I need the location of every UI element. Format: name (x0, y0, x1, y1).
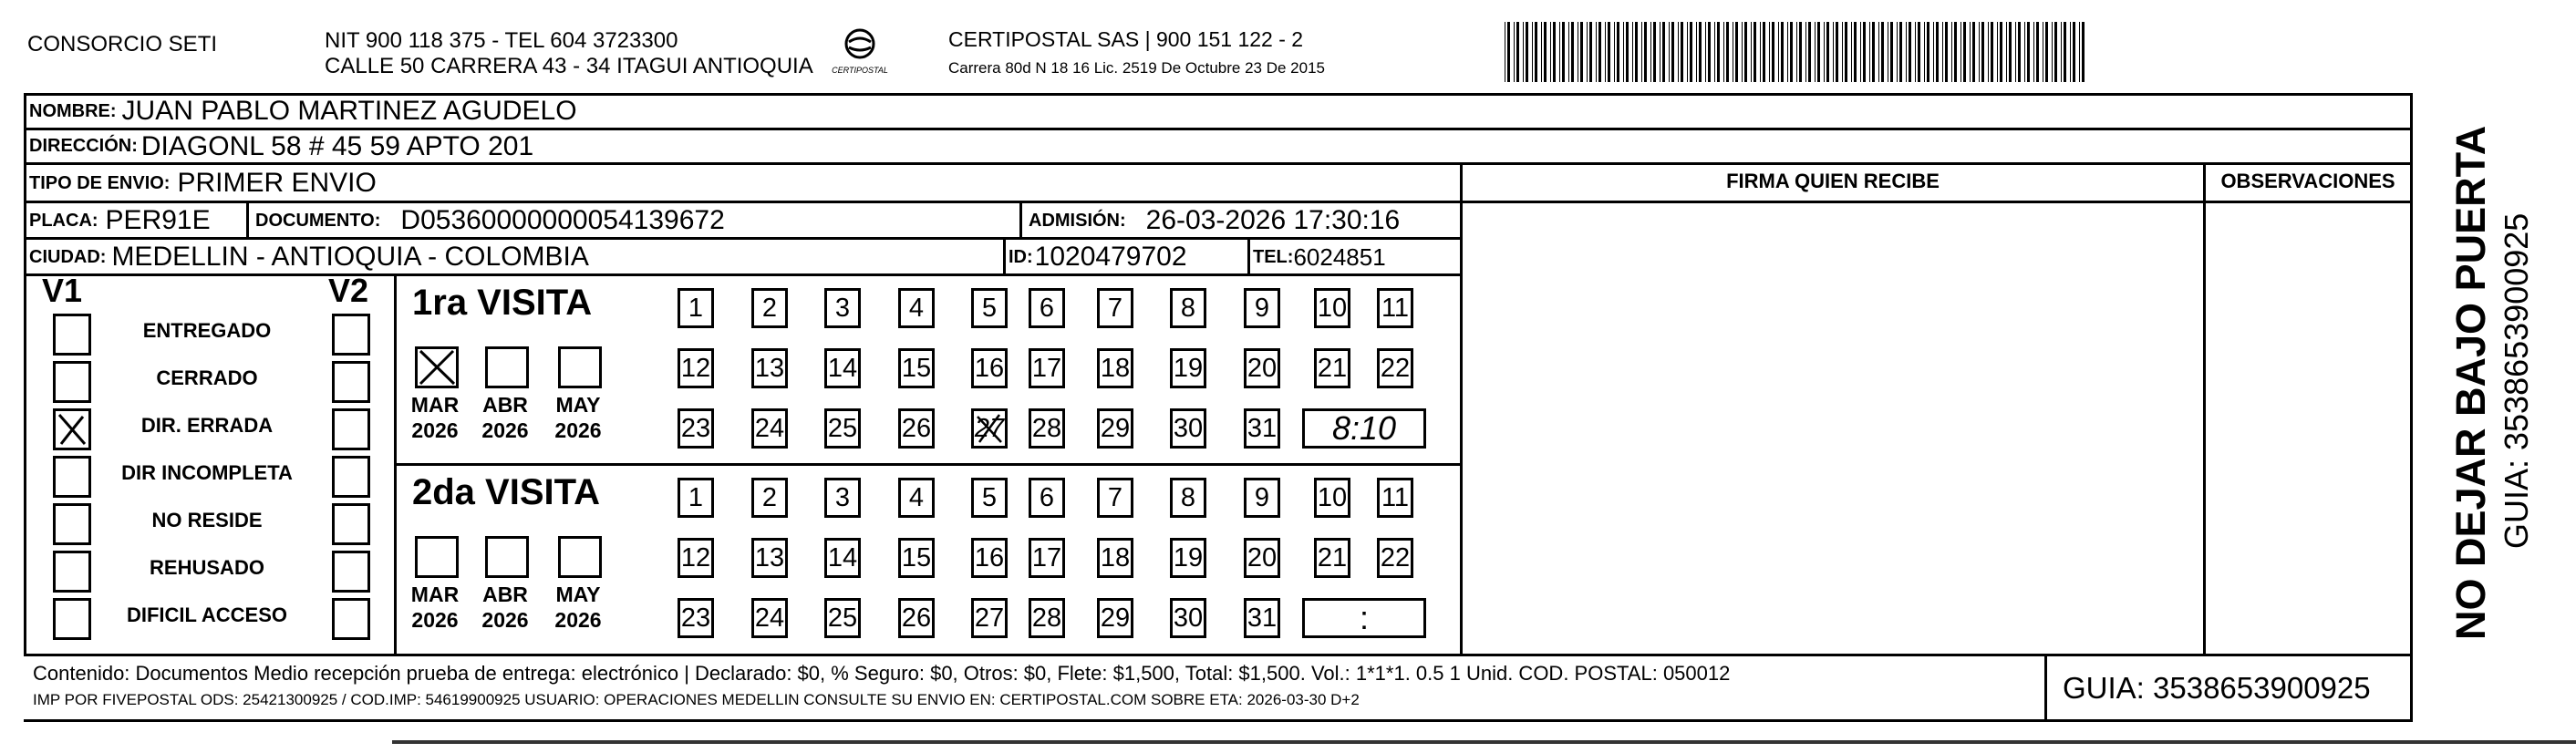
day-box[interactable]: 7 (1097, 288, 1133, 328)
day-box[interactable]: 29 (1097, 598, 1133, 638)
day-box[interactable]: 3 (824, 288, 861, 328)
id-value: 1020479702 (1034, 242, 1187, 272)
day-box[interactable]: 12 (678, 538, 714, 578)
documento-label: DOCUMENTO: (255, 210, 381, 231)
status-option-label: REHUSADO (150, 556, 264, 579)
footer-imp: IMP POR FIVEPOSTAL ODS: 25421300925 / COD.IMP: 54619900925 USUARIO: OPERACIONES MEDELLIN CONSULTE SU ENVIO EN: CERTIPOSTAL.COM SOBRE ETA: 2026-03-30 D+2 (33, 691, 1360, 708)
day-box[interactable]: 10 (1314, 288, 1350, 328)
day-box[interactable]: 26 (898, 598, 935, 638)
status-option-label: ENTREGADO (142, 319, 272, 342)
day-box[interactable]: 31 (1244, 408, 1280, 449)
tipo-value: PRIMER ENVIO (177, 168, 377, 198)
day-box[interactable]: 6 (1029, 478, 1065, 518)
day-box[interactable]: 17 (1029, 348, 1065, 388)
v2-label: V2 (328, 272, 369, 309)
status-option-label: DIR. ERRADA (140, 414, 274, 437)
side-guia-text: GUIA: 3538653900925 (2498, 212, 2535, 549)
month-label: MAY 2026 (554, 583, 602, 632)
day-box[interactable]: 19 (1170, 348, 1206, 388)
day-box[interactable]: 25 (824, 408, 861, 449)
direccion-label: DIRECCIÓN: (29, 136, 138, 156)
day-box[interactable]: 21 (1314, 348, 1350, 388)
day-box[interactable]: 4 (898, 288, 935, 328)
day-box[interactable]: 29 (1097, 408, 1133, 449)
day-box[interactable]: 9 (1244, 288, 1280, 328)
month-checkbox[interactable] (415, 346, 459, 388)
day-box[interactable]: 14 (824, 348, 861, 388)
time-box[interactable]: : (1302, 598, 1426, 638)
certipostal-line1: CERTIPOSTAL SAS | 900 151 122 - 2 (948, 27, 1304, 51)
month-checkbox[interactable] (485, 346, 529, 388)
day-box[interactable]: 19 (1170, 538, 1206, 578)
day-box[interactable]: 1 (678, 288, 714, 328)
day-box[interactable]: 16 (971, 348, 1008, 388)
ciudad-cell (29, 239, 589, 275)
day-box[interactable]: 11 (1377, 478, 1413, 518)
day-box[interactable]: 13 (751, 348, 788, 388)
observaciones-header: OBSERVACIONES (2220, 170, 2395, 192)
status-option-label: DIFICIL ACCESO (126, 603, 287, 626)
placa-label: PLACA: (29, 210, 98, 231)
day-box[interactable]: 27 (971, 408, 1008, 449)
nombre-label: NOMBRE: (29, 100, 117, 121)
svg-text:CERTIPOSTAL: CERTIPOSTAL (832, 66, 888, 75)
v2-checkbox[interactable] (332, 314, 370, 356)
day-box[interactable]: 6 (1029, 288, 1065, 328)
no-dejar-text: NO DEJAR BAJO PUERTA (2447, 125, 2494, 640)
side-vertical-text (2414, 93, 2576, 649)
placa-value: PER91E (105, 205, 211, 235)
day-box[interactable]: 12 (678, 348, 714, 388)
status-option-label: DIR INCOMPLETA (121, 461, 293, 484)
footer-guia: GUIA: 3538653900925 (2063, 671, 2371, 705)
admision-label: ADMISIÓN: (1029, 210, 1126, 231)
day-box[interactable]: 28 (1029, 408, 1065, 449)
day-box[interactable]: 2 (751, 288, 788, 328)
day-box[interactable]: 23 (678, 408, 714, 449)
time-box[interactable]: 8:10 (1302, 408, 1426, 449)
visit-title: 1ra VISITA (412, 283, 593, 323)
documento-cell (255, 202, 725, 239)
month-label: ABR 2026 (481, 583, 529, 632)
documento-value: D05360000000054139672 (400, 205, 725, 235)
tel-value: 6024851 (1293, 242, 1386, 271)
day-box[interactable]: 8 (1170, 288, 1206, 328)
day-box[interactable]: 22 (1377, 538, 1413, 578)
v2-checkbox[interactable] (332, 361, 370, 403)
firma-header: FIRMA QUIEN RECIBE (1726, 170, 1940, 192)
day-box[interactable]: 13 (751, 538, 788, 578)
v1-checkbox[interactable] (53, 361, 91, 403)
day-box[interactable]: 23 (678, 598, 714, 638)
day-box[interactable]: 15 (898, 348, 935, 388)
admision-cell (1029, 202, 1400, 239)
day-box[interactable]: 27 (971, 598, 1008, 638)
v1-label: V1 (42, 272, 83, 309)
day-box[interactable]: 4 (898, 478, 935, 518)
day-box[interactable]: 24 (751, 408, 788, 449)
day-box[interactable]: 1 (678, 478, 714, 518)
day-box[interactable]: 9 (1244, 478, 1280, 518)
v1-checkbox[interactable] (53, 456, 91, 498)
v2-checkbox[interactable] (332, 503, 370, 545)
visit-title: 2da VISITA (412, 472, 600, 512)
ciudad-label: CIUDAD: (29, 246, 107, 267)
day-box[interactable]: 8 (1170, 478, 1206, 518)
day-box[interactable]: 5 (971, 288, 1008, 328)
day-box[interactable]: 28 (1029, 598, 1065, 638)
ciudad-value: MEDELLIN - ANTIOQUIA - COLOMBIA (111, 242, 589, 272)
day-box[interactable]: 30 (1170, 598, 1206, 638)
tel-label: TEL: (1253, 246, 1294, 267)
v1-checkbox[interactable] (53, 551, 91, 593)
certipostal-line2: Carrera 80d N 18 16 Lic. 2519 De Octubre 23 De 2015 (948, 59, 1325, 77)
day-box[interactable]: 2 (751, 478, 788, 518)
status-option-label: NO RESIDE (151, 509, 263, 531)
day-box[interactable]: 11 (1377, 288, 1413, 328)
day-box[interactable]: 30 (1170, 408, 1206, 449)
direccion-row (29, 129, 533, 164)
admision-value: 26-03-2026 17:30:16 (1145, 205, 1401, 235)
day-box[interactable]: 25 (824, 598, 861, 638)
month-checkbox[interactable] (558, 346, 602, 388)
company-name: CONSORCIO SETI (27, 32, 218, 57)
footer-contenido: Contenido: Documentos Medio recepción prueba de entrega: electrónico | Declarado: $0, % Seguro: $0, Otros: $0, Flete: $1,500, Total: $1,500. Vol.: 1*1*1. 0.5 1 Unid. COD. POSTAL: 050012 (33, 662, 1731, 685)
v1-checkbox[interactable] (53, 408, 91, 450)
status-option-label: CERRADO (156, 366, 258, 389)
day-box[interactable]: 14 (824, 538, 861, 578)
day-box[interactable]: 24 (751, 598, 788, 638)
tipo-label: TIPO DE ENVIO: (29, 172, 171, 193)
day-box[interactable]: 21 (1314, 538, 1350, 578)
month-label: MAY 2026 (554, 393, 602, 442)
day-box[interactable]: 18 (1097, 538, 1133, 578)
v2-checkbox[interactable] (332, 456, 370, 498)
v1-checkbox[interactable] (53, 503, 91, 545)
day-box[interactable]: 22 (1377, 348, 1413, 388)
month-label: MAR 2026 (410, 393, 460, 442)
day-box[interactable]: 10 (1314, 478, 1350, 518)
tel-cell (1253, 239, 1386, 275)
month-checkbox[interactable] (485, 536, 529, 578)
month-checkbox[interactable] (558, 536, 602, 578)
month-label: MAR 2026 (410, 583, 460, 632)
tipo-row (29, 164, 377, 202)
day-box[interactable]: 17 (1029, 538, 1065, 578)
month-label: ABR 2026 (481, 393, 529, 442)
placa-cell (29, 202, 211, 239)
id-label: ID: (1009, 246, 1033, 267)
month-checkbox[interactable] (415, 536, 459, 578)
v2-checkbox[interactable] (332, 598, 370, 640)
day-box[interactable]: 20 (1244, 348, 1280, 388)
day-box[interactable]: 7 (1097, 478, 1133, 518)
day-box[interactable]: 18 (1097, 348, 1133, 388)
day-box[interactable]: 16 (971, 538, 1008, 578)
direccion-value: DIAGONL 58 # 45 59 APTO 201 (140, 130, 534, 161)
nit-line: NIT 900 118 375 - TEL 604 3723300 (325, 28, 678, 53)
v2-checkbox[interactable] (332, 408, 370, 450)
certipostal-logo (828, 26, 892, 80)
day-box[interactable]: 5 (971, 478, 1008, 518)
nombre-row (29, 93, 577, 129)
v2-checkbox[interactable] (332, 551, 370, 593)
id-cell (1009, 239, 1187, 275)
address-line: CALLE 50 CARRERA 43 - 34 ITAGUI ANTIOQUIA (325, 54, 813, 78)
day-box[interactable]: 15 (898, 538, 935, 578)
day-box[interactable]: 26 (898, 408, 935, 449)
day-box[interactable]: 3 (824, 478, 861, 518)
v1-checkbox[interactable] (53, 598, 91, 640)
day-box[interactable]: 20 (1244, 538, 1280, 578)
v1-checkbox[interactable] (53, 314, 91, 356)
barcode (1503, 22, 2086, 82)
nombre-value: JUAN PABLO MARTINEZ AGUDELO (121, 96, 577, 126)
day-box[interactable]: 31 (1244, 598, 1280, 638)
